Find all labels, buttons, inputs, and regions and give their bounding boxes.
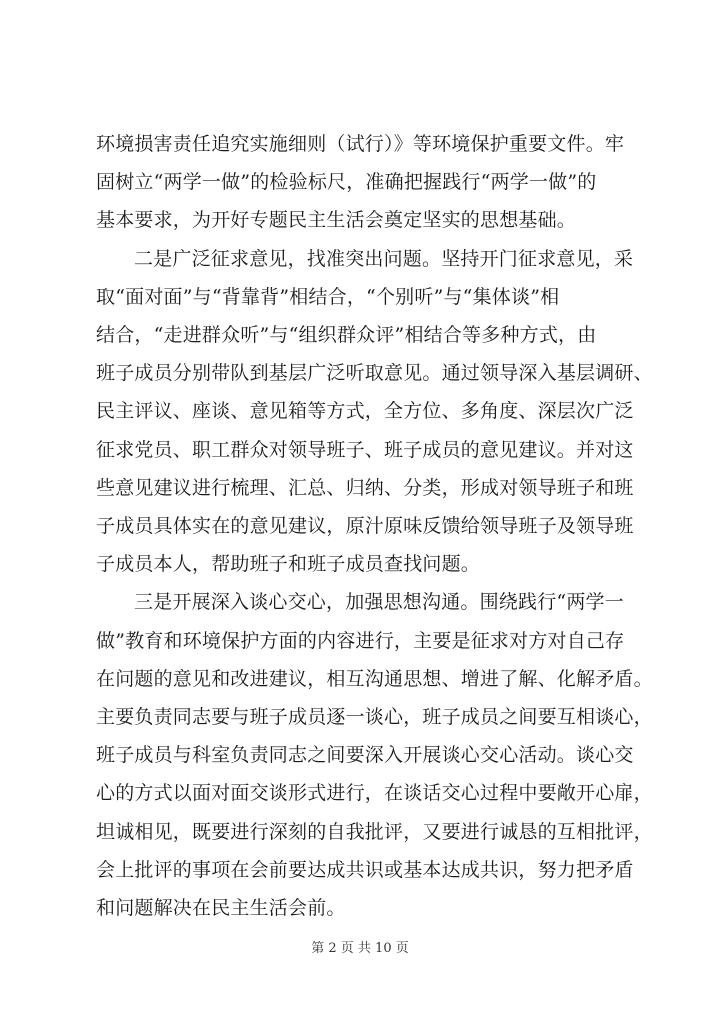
text-line: 会上批评的事项在会前要达成共识或基本达成共识，努力把矛盾 xyxy=(96,858,634,881)
text-line: 子成员本人，帮助班子和班子成员查找问题。 xyxy=(96,553,481,576)
text-line: 在问题的意见和改进建议，相互沟通思想、增进了解、化解矛盾。 xyxy=(96,667,653,690)
text-line: 民主评议、座谈、意见箱等方式，全方位、多角度、深层次广泛 xyxy=(96,400,634,423)
page-number-footer: 第 2 页 共 10 页 xyxy=(311,941,409,956)
text-line: 取“面对面”与“背靠背”相结合，“个别听”与“集体谈”相 xyxy=(96,285,560,308)
text-line: 做”教育和环境保护方面的内容进行，主要是征求对方对自己存 xyxy=(96,629,625,652)
text-line: 结合，“走进群众听”与“组织群众评”相结合等多种方式，由 xyxy=(96,324,597,346)
text-line: 和问题解决在民主生活会前。 xyxy=(96,897,346,919)
text-line: 固树立“两学一做”的检验标尺，准确把握践行“两学一做”的 xyxy=(96,171,597,194)
text-line: 些意见建议进行梳理、汇总、归纳、分类，形成对领导班子和班 xyxy=(96,476,634,499)
text-line: 班子成员与科室负责同志之间要深入开展谈心交心活动。谈心交 xyxy=(96,744,634,767)
text-line: 基本要求，为开好专题民主生活会奠定坚实的思想基础。 xyxy=(96,209,577,232)
text-line: 子成员具体实在的意见建议，原汁原味反馈给领导班子及领导班 xyxy=(96,515,634,537)
text-line: 坦诚相见，既要进行深刻的自我批评，又要进行诚恳的互相批评， xyxy=(96,820,653,843)
text-line: 主要负责同志要与班子成员逐一谈心，班子成员之间要互相谈心， xyxy=(96,706,653,728)
text-line: 心的方式以面对面交谈形式进行，在谈话交心过程中要敞开心扉， xyxy=(96,782,653,805)
text-line: 征求党员、职工群众对领导班子、班子成员的意见建议。并对这 xyxy=(96,438,634,461)
text-line: 班子成员分别带队到基层广泛听取意见。通过领导深入基层调研、 xyxy=(96,362,653,385)
text-line: 二是广泛征求意见，找准突出问题。坚持开门征求意见，采 xyxy=(134,247,634,270)
text-line: 环境损害责任追究实施细则（试行）》等环境保护重要文件。牢 xyxy=(96,133,625,155)
text-line: 三是开展深入谈心交心，加强思想沟通。围绕践行“两学一 xyxy=(134,591,624,614)
